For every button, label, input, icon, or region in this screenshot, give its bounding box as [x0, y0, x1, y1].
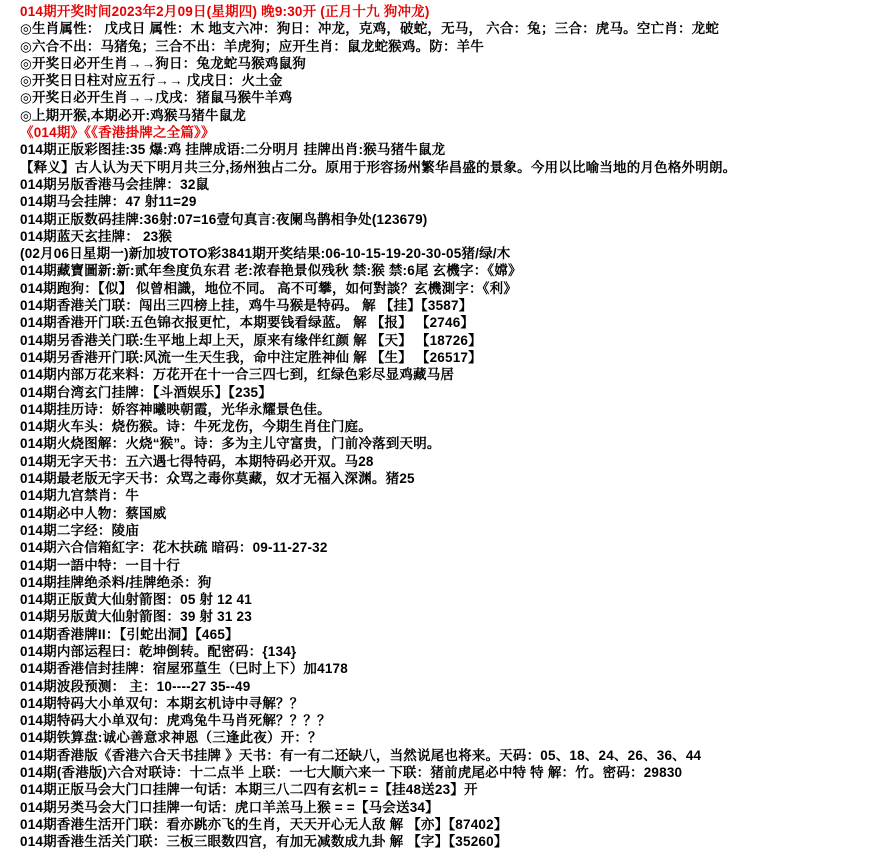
text-line: 014期火车头：烧伤猴。诗：牛死龙伤，今期生肖住门庭。 — [20, 419, 372, 435]
text-line: 014期香港生活关门联：三板三眼数四宫，有加无减数成九卦 解 【字】【35260】 — [20, 834, 508, 850]
text-line: 014期另香港开门联:风流一生天生我，命中注定胜神仙 解 【生】 【26517】 — [20, 349, 482, 365]
text-line: 014期特码大小单双句：本期玄机诗中寻解？？ — [20, 695, 304, 711]
text-line: 014期特码大小单双句：虎鸡兔牛马肖死解？？？？ — [20, 713, 331, 729]
text-line: 014期波段预测： 主：10----27 35--49 — [20, 678, 251, 694]
text-line: 014期二字经：陵庙 — [20, 522, 140, 538]
text-line: 014期内部万花来料：万花开在十一合三四七到，红绿色彩尽显鸡藏马居 — [20, 367, 455, 383]
text-line: 014期台湾玄门挂牌：【斗酒娱乐】【235】 — [20, 384, 272, 400]
text-line: 014期九宫禁肖：牛 — [20, 488, 140, 504]
text-line-highlight: 《014期》《《香港掛牌之全篇》》 — [20, 125, 215, 141]
text-line: 014期(香港版)六合对联诗：十二点半 上联：一七大顺六来一 下联：猪前虎尾必中特 特 解：竹。密码：29830 — [20, 765, 683, 781]
text-line: ◎六合不出：马猪兔；三合不出：羊虎狗；应开生肖：鼠龙蛇猴鸡。防：羊牛 — [20, 38, 485, 54]
text-line: 014期内部运程曰：乾坤倒转。配密码：{134} — [20, 643, 297, 659]
text-line: ◎开奖日日柱对应五行→→ 戊戌日：火土金 — [20, 73, 283, 89]
text-line: 014期挂历诗：娇容神曦映朝霞，光华永耀景色佳。 — [20, 401, 331, 417]
text-line: ◎上期开猴,本期必开:鸡猴马猪牛鼠龙 — [20, 107, 247, 123]
text-line: 014期香港牌II：【引蛇出洞】【465】 — [20, 626, 239, 642]
text-line: 014期正版马会大门口挂牌一句话：本期三八二四有玄机= =【挂48送23】开 — [20, 782, 478, 798]
text-line: 014期铁算盘:诚心善意求神恩（三逢此夜）开：？ — [20, 730, 322, 746]
text-line: 014期香港关门联：闯出三四榜上挂，鸡牛马猴是特码。 解 【挂】【3587】 — [20, 298, 473, 314]
text-line: 014期正版黄大仙射箭图：05 射 12 41 — [20, 592, 252, 608]
text-line: 【释义】古人认为天下明月共三分,扬州独占二分。原用于形容扬州繁华昌盛的景象。今用以比喻当地的月色格外明朗。 — [20, 159, 737, 175]
text-line: 014期香港生活开门联：看亦跳亦飞的生肖，天天开心无人敌 解 【亦】【87402】 — [20, 816, 508, 832]
text-line: 014期藏寶圖新:新:贰年叁度负东君 老:浓春艳景似残秋 禁:猴 禁:6尾 玄機字：《嫦》 — [20, 263, 522, 279]
text-line: 014期一語中特：一目十行 — [20, 557, 181, 573]
text-line: 014期蓝天玄挂牌： 23猴 — [20, 228, 173, 244]
text-line: 014期正版数码挂牌:36射:07=16壹句真言:夜阑鸟鹊相争处(123679) — [20, 211, 428, 227]
text-line: ◎开奖日必开生肖→→戊戌：猪鼠马猴牛羊鸡 — [20, 90, 293, 106]
text-line: (02月06日星期一)新加坡TOTO彩3841期开奖结果:06-10-15-19-20-30-05猪/绿/木 — [20, 246, 511, 262]
text-line: 014期挂牌绝杀料/挂牌绝杀：狗 — [20, 574, 212, 590]
text-line: 014期香港信封挂牌：宿屋邪葟生（巳时上下）加4178 — [20, 661, 348, 677]
text-line-highlight: 014期开奖时间2023年2月09日(星期四) 晚9:30开 (正月十九 狗冲龙) — [20, 4, 430, 19]
text-line: 014期香港开门联:五色锦衣报更忙，本期要钱看绿蓝。 解 【报】 【2746】 — [20, 315, 475, 331]
text-line: ◎生肖属性： 戊戌日 属性：木 地支六冲：狗日：冲龙，克鸡，破蛇，无马， 六合：兔；三合：虎马。空亡肖：龙蛇 — [20, 21, 720, 37]
text-line: 014期另版香港马会挂牌：32鼠 — [20, 176, 210, 192]
text-line: 014期最老版无字天书：众骂之毒你莫藏，奴才无福入深渊。猪25 — [20, 471, 415, 487]
text-line: 014期香港版《香港六合天书挂牌 》天书：有一有二还缺八，当然说尾也将来。天码：05、18、24、26、36、44 — [20, 747, 702, 763]
text-line: ◎开奖日必开生肖→→狗日：兔龙蛇马猴鸡鼠狗 — [20, 55, 306, 71]
text-line: 014期正版彩图挂:35 爆:鸡 挂牌成语:二分明月 挂牌出肖:猴马猪牛鼠龙 — [20, 142, 446, 158]
text-line: 014期另类马会大门口挂牌一句话：虎口羊羔马上猴 = =【马会送34】 — [20, 799, 439, 815]
text-line: 014期另版黄大仙射箭图：39 射 31 23 — [20, 609, 252, 625]
text-line: 014期另香港关门联:生平地上却上天，原来有缘伴红颜 解 【天】 【18726】 — [20, 332, 482, 348]
text-line: 014期无字天书：五六遇七得特码，本期特码必开双。马28 — [20, 453, 374, 469]
text-line: 014期跑狗：【似】 似曾相識，地位不同。 高不可攀，如何對談？玄機測字：《利》 — [20, 280, 518, 296]
text-line: 014期必中人物：蔡国威 — [20, 505, 167, 521]
text-line: 014期马会挂牌：47 射11=29 — [20, 194, 197, 210]
text-line: 014期火烧图解：火烧“猴”。诗：多为主儿守富贵，门前冷落到天明。 — [20, 436, 441, 452]
text-line: 014期六合信箱紅字：花木扶疏 暗码：09-11-27-32 — [20, 540, 328, 556]
